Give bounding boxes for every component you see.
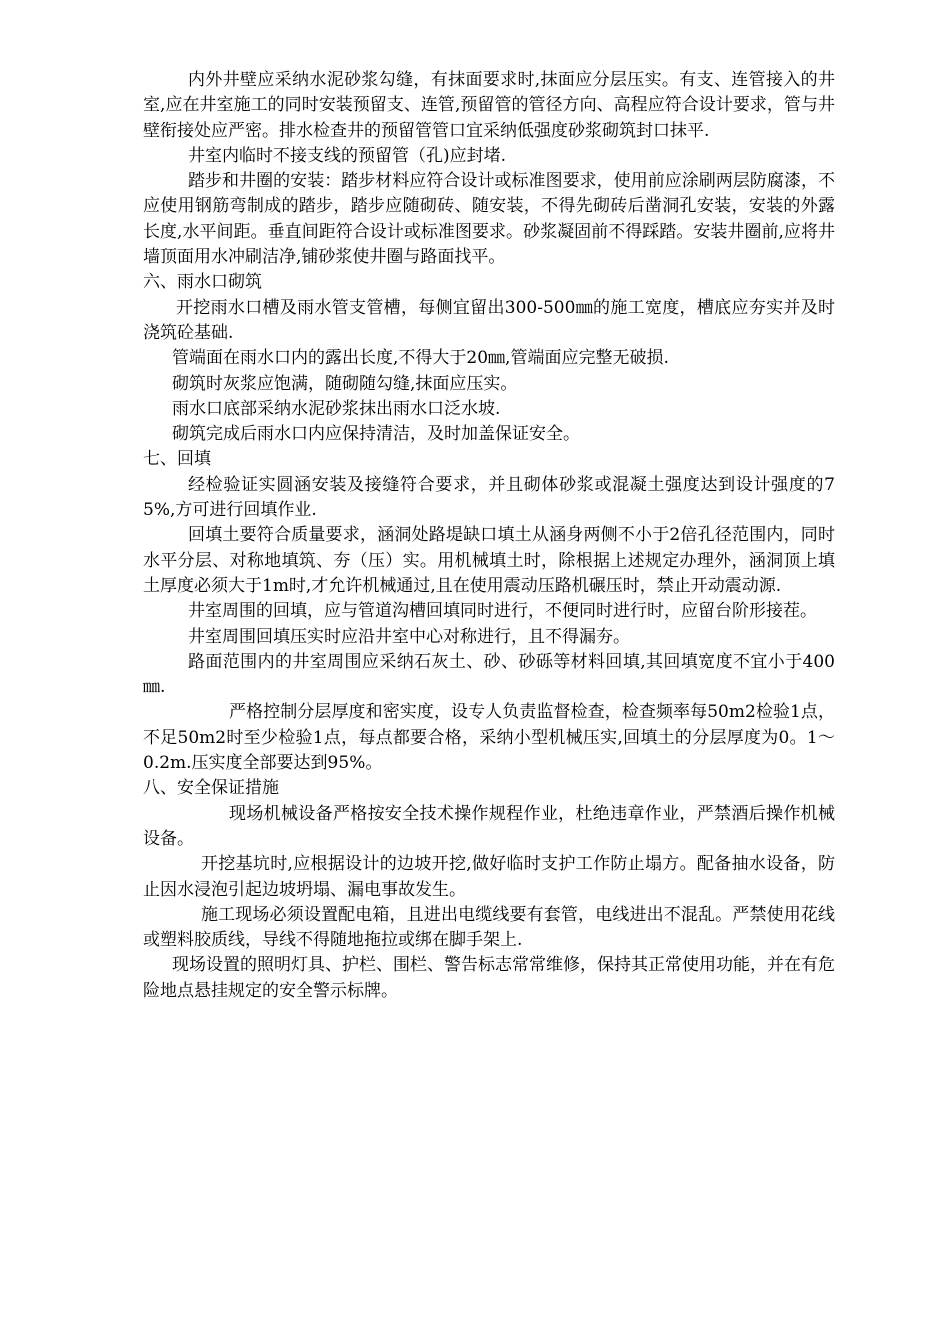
paragraph-inlet-bottom-slope: 雨水口底部采纳水泥砂浆抹出雨水口泛水坡. (172, 398, 501, 419)
paragraph-reserved-pipe-sealing: 井室内临时不接支线的预留管（孔)应封堵. (188, 145, 507, 166)
paragraph-well-surrounding-backfill: 井室周围的回填，应与管道沟槽回填同时进行，不便同时进行时，应留台阶形接茬。 (188, 601, 817, 622)
section-heading-safety-measures: 八、安全保证措施 (143, 778, 279, 799)
section-heading-backfill: 七、回填 (143, 449, 211, 470)
paragraph-electrical-safety: 施工现场必须设置配电箱，且进出电缆线要有套管，电线进出不混乱。严禁使用花线或塑料胶质线，导线不得随地拖拉或绑在脚手架上. (143, 904, 835, 951)
document-body (143, 68, 835, 1004)
paragraph-warning-signs: 现场设置的照明灯具、护栏、围栏、警告标志常常维修，保持其正常使用功能，并在有危险地点悬挂规定的安全警示标牌。 (143, 955, 835, 1001)
paragraph-road-area-backfill: 路面范围内的井室周围应采纳石灰土、砂、砂砾等材料回填,其回填宽度不宜小于400㎜. (143, 651, 835, 698)
paragraph-pipe-end-exposure: 管端面在雨水口内的露出长度,不得大于20㎜,管端面应完整无破损. (172, 348, 669, 369)
paragraph-machinery-operation: 现场机械设备严格按安全技术操作规程作业，杜绝违章作业，严禁酒后操作机械设备。 (143, 803, 835, 849)
paragraph-well-wall-pointing: 内外井壁应采纳水泥砂浆勾缝，有抹面要求时,抹面应分层压实。有支、连管接入的井室,应在井室施工的同时安装预留支、连管,预留管的管径方向、高程应符合设计要求，管与井壁衔接处应严密。排水检查井的预留管管口宜采纳低强度砂浆砌筑封口抹平. (143, 70, 835, 141)
section-heading-rain-inlet: 六、雨水口砌筑 (143, 272, 262, 293)
paragraph-inlet-cleanliness: 砌筑完成后雨水口内应保持清洁，及时加盖保证安全。 (172, 424, 580, 445)
paragraph-masonry-mortar: 砌筑时灰浆应饱满，随砌随勾缝,抹面应压实。 (172, 373, 518, 394)
paragraph-symmetric-compaction: 井室周围回填压实时应沿井室中心对称进行，且不得漏夯。 (188, 626, 630, 647)
paragraph-backfill-precondition: 经检验证实圆涵安装及接缝符合要求，并且砌体砂浆或混凝土强度达到设计强度的75%,方可进行回填作业. (143, 474, 835, 521)
paragraph-foundation-pit-excavation: 开挖基坑时,应根据设计的边坡开挖,做好临时支护工作防止塌方。配备抽水设备，防止因水浸泡引起边坡坍塌、漏电事故发生。 (143, 854, 835, 900)
paragraph-step-and-ring-installation: 踏步和井圈的安装：踏步材料应符合设计或标准图要求，使用前应涂刷两层防腐漆，不应使用钢筋弯制成的踏步，踏步应随砌砖、随安装，不得先砌砖后凿洞孔安装，安装的外露长度,水平间距。垂直间距符合设计或标准图要求。砂浆凝固前不得踩踏。安装井圈前,应将井墙顶面用水冲刷洁净,铺砂浆使井圈与路面找平。 (143, 171, 835, 268)
paragraph-rain-inlet-trench: 开挖雨水口槽及雨水管支管槽，每侧宜留出300-500㎜的施工宽度，槽底应夯实并及时浇筑砼基础. (143, 297, 835, 343)
paragraph-backfill-soil-quality: 回填土要符合质量要求，涵洞处路堤缺口填土从涵身两侧不小于2倍孔径范围内，同时水平分层、对称地填筑、夯（压）实。用机械填土时，除根据上述规定办理外，涵洞顶上填土厚度必须大于1m时,才允许机械通过,且在使用震动压路机碾压时，禁止开动震动源. (143, 525, 835, 596)
paragraph-layer-thickness-control: 严格控制分层厚度和密实度，设专人负责监督检查，检查频率每50m2检验1点，不足50m2时至少检验1点，每点都要合格，采纳小型机械压实,回填土的分层厚度为0。1～0.2m.压实度全部要达到95%。 (143, 702, 835, 774)
